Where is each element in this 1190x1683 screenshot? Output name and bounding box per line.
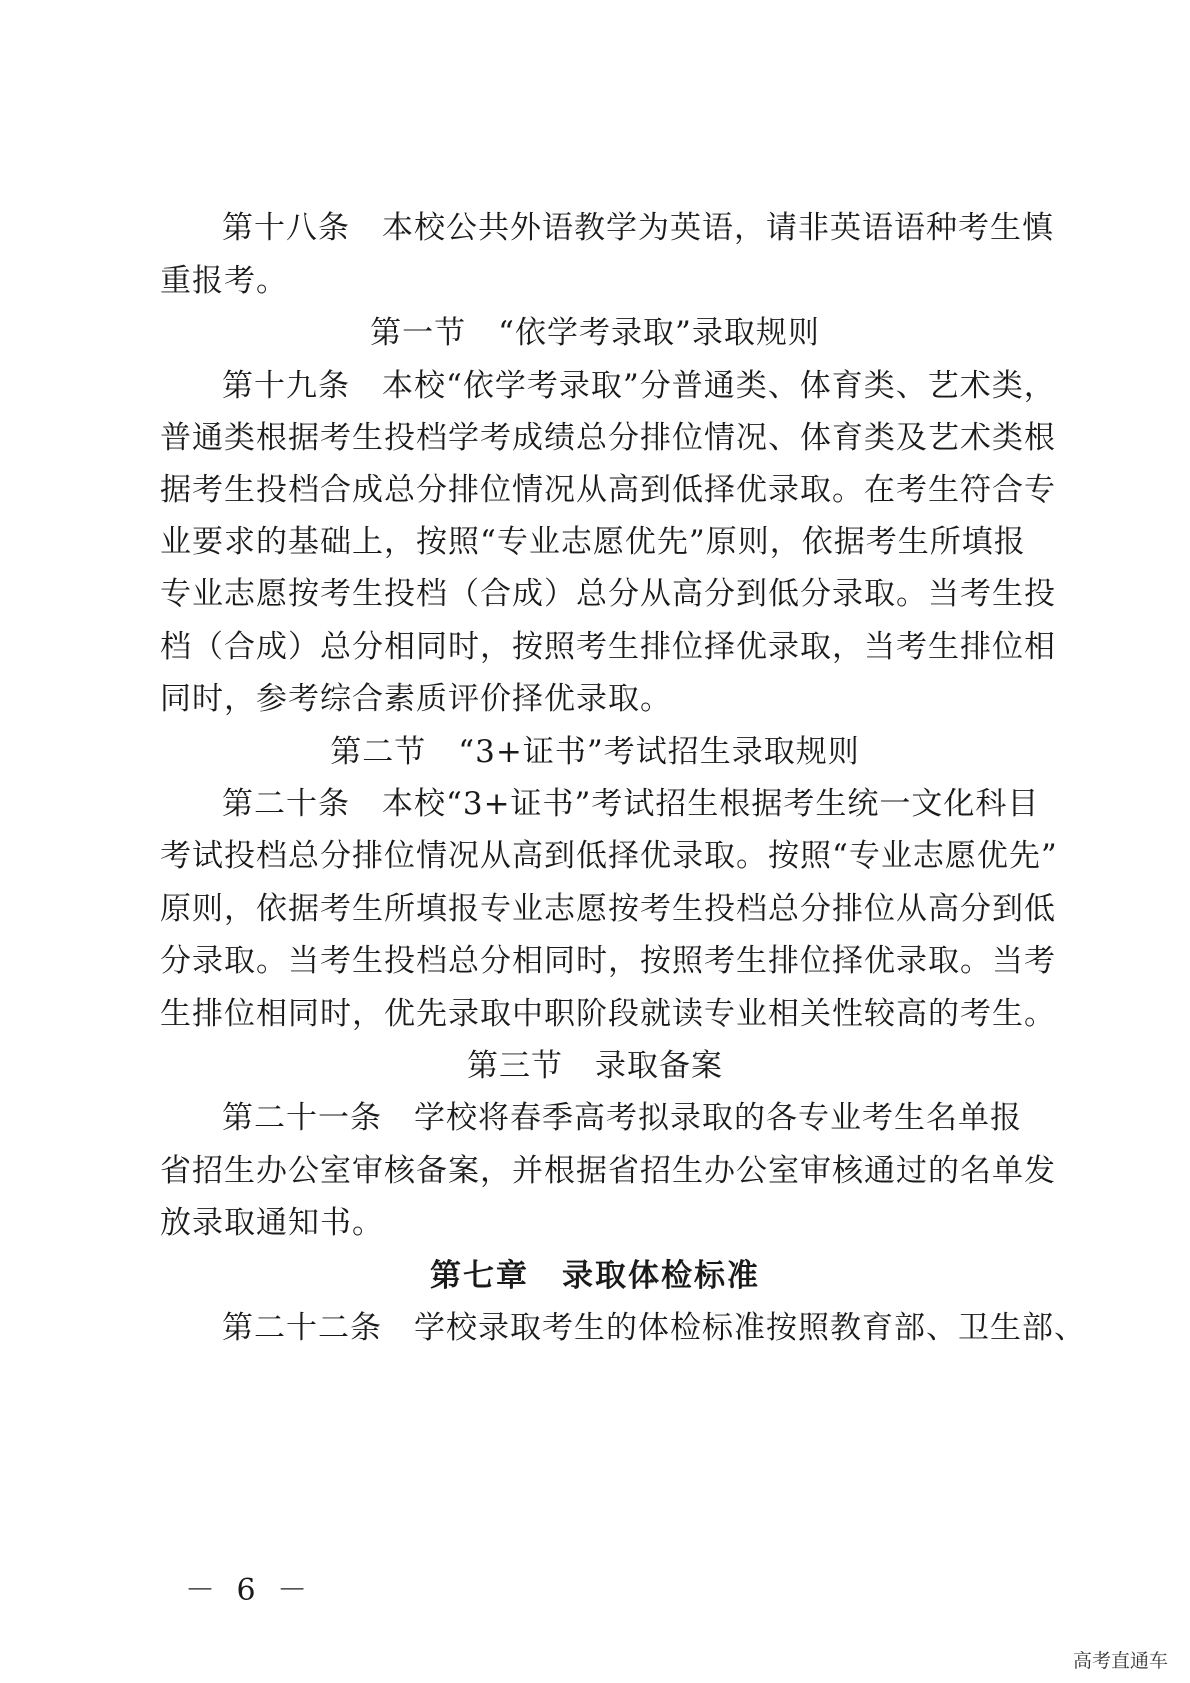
section-1-heading: 第一节 “依学考录取”录取规则 <box>370 315 820 351</box>
article-19-line-3: 据考生投档合成总分排位情况从高到低择优录取。在考生符合专 <box>160 472 1056 508</box>
article-20-line-3: 原则，依据考生所填报专业志愿按考生投档总分排位从高分到低 <box>160 891 1056 927</box>
article-20-line-5: 生排位相同时，优先录取中职阶段就读专业相关性较高的考生。 <box>160 996 1056 1032</box>
page-number: － 6 － <box>185 1573 314 1608</box>
article-20-line-4: 分录取。当考生投档总分相同时，按照考生排位择优录取。当考 <box>160 943 1056 979</box>
section-3-heading: 第三节 录取备案 <box>467 1048 723 1084</box>
article-19-line-7: 同时，参考综合素质评价择优录取。 <box>160 681 672 717</box>
article-19-line-5: 专业志愿按考生投档（合成）总分从高分到低分录取。当考生投 <box>160 576 1056 612</box>
article-21-line-2: 省招生办公室审核备案，并根据省招生办公室审核通过的名单发 <box>160 1153 1056 1189</box>
article-19-line-4: 业要求的基础上，按照“专业志愿优先”原则，依据考生所填报 <box>160 524 1026 560</box>
watermark-label: 高考直通车 <box>1072 1650 1168 1672</box>
article-19-line-1: 第十九条 本校“依学考录取”分普通类、体育类、艺术类， <box>222 368 1056 404</box>
article-21-line-3: 放录取通知书。 <box>160 1205 384 1241</box>
article-20-line-2: 考试投档总分排位情况从高到低择优录取。按照“专业志愿优先” <box>160 838 1058 874</box>
article-22-line-1: 第二十二条 学校录取考生的体检标准按照教育部、卫生部、 <box>222 1310 1086 1346</box>
article-18-line-2: 重报考。 <box>160 263 288 299</box>
article-21-line-1: 第二十一条 学校将春季高考拟录取的各专业考生名单报 <box>222 1100 1022 1136</box>
chapter-7-heading: 第七章 录取体检标准 <box>430 1258 760 1294</box>
article-20-line-1: 第二十条 本校“3+证书”考试招生根据考生统一文化科目 <box>222 786 1040 822</box>
article-19-line-2: 普通类根据考生投档学考成绩总分排位情况、体育类及艺术类根 <box>160 420 1056 456</box>
article-19-line-6: 档（合成）总分相同时，按照考生排位择优录取，当考生排位相 <box>160 629 1056 665</box>
article-18-line-1: 第十八条 本校公共外语教学为英语，请非英语语种考生慎 <box>222 210 1054 246</box>
section-2-heading: 第二节 “3+证书”考试招生录取规则 <box>330 734 860 770</box>
